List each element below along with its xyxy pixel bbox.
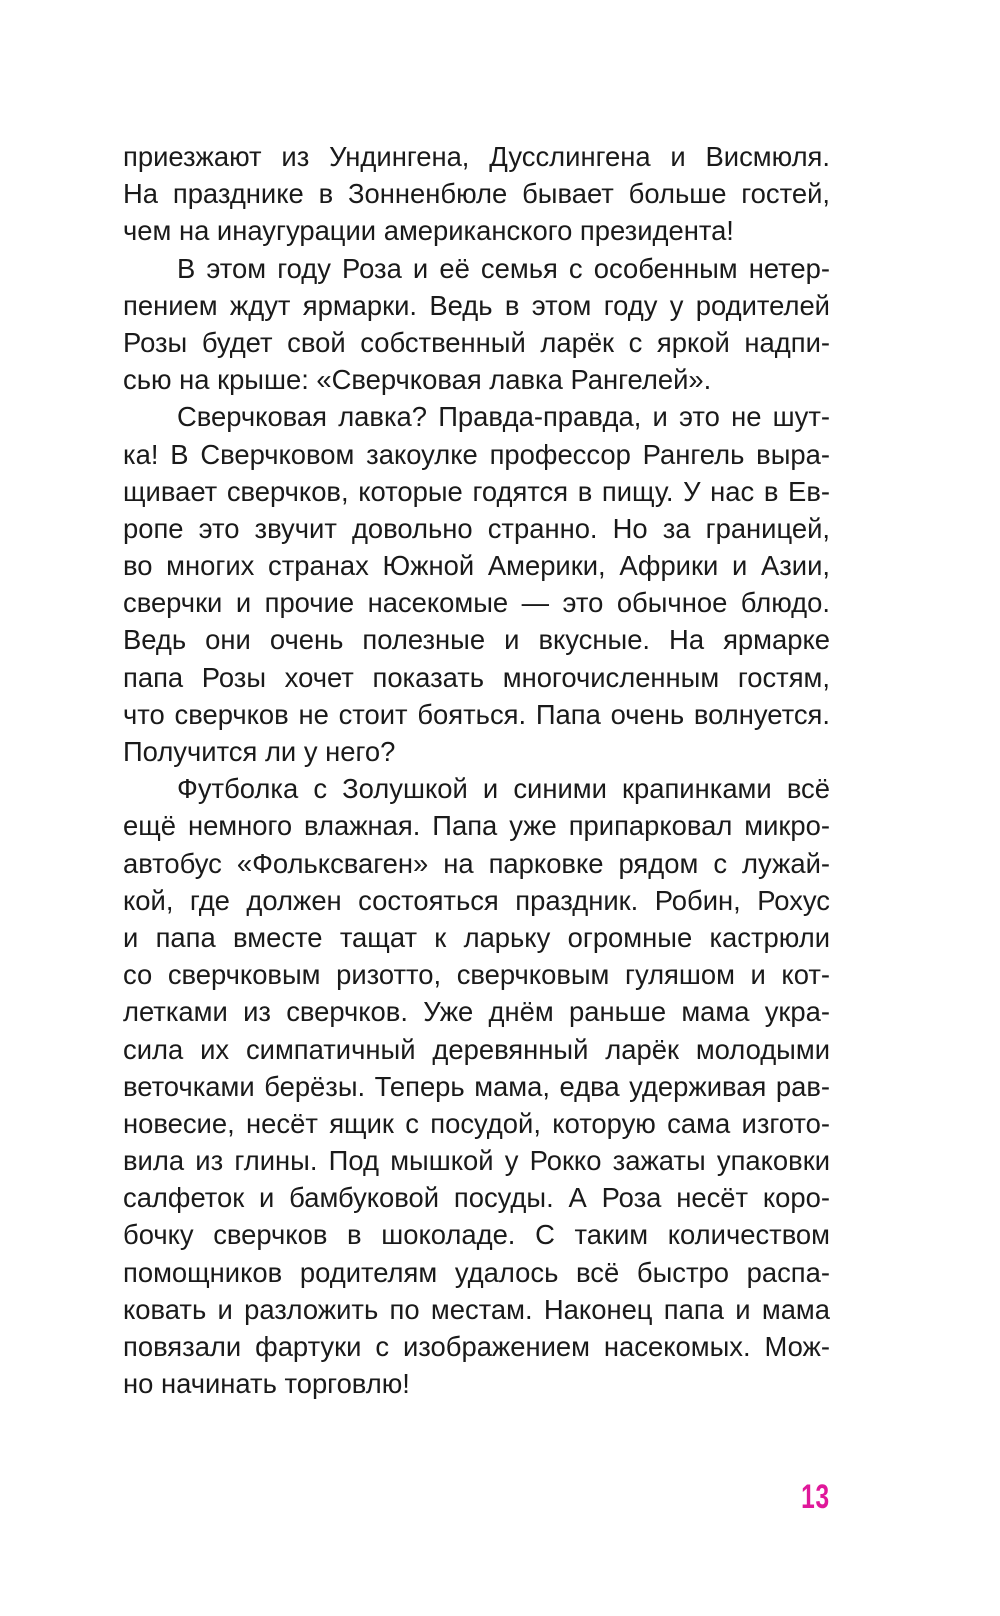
text-line: во многих странах Южной Америки, Африки и Азии, <box>123 550 830 582</box>
text-line: ковать и разложить по местам. Наконец папа и мама <box>123 1293 830 1325</box>
text-line: ещё немного влажная. Папа уже припарковал микро- <box>123 810 830 842</box>
text-line: и папа вместе тащат к ларьку огромные кастрюли <box>123 921 830 953</box>
text-line: Ведь они очень полезные и вкусные. На ярмарке <box>123 624 830 656</box>
text-line: новесие, несёт ящик с посудой, которую сама изгото- <box>123 1107 830 1139</box>
paragraph-first-line: В этом году Роза и её семья с особенным нетер- <box>177 252 830 284</box>
text-line: ропе это звучит довольно странно. Но за границей, <box>123 512 830 544</box>
text-line: повязали фартуки с изображением насекомых. Мож- <box>123 1331 830 1362</box>
text-line: чем на инаугурации американского президента! <box>123 215 734 247</box>
text-line: ка! В Сверчковом закоулке профессор Рангель выра- <box>123 438 830 470</box>
text-line: сверчки и прочие насекомые — это обычное блюдо. <box>123 587 830 619</box>
page-body-text <box>123 138 830 1402</box>
text-line: Получится ли у него? <box>123 736 396 767</box>
text-line: помощников родителям удалось всё быстро распа- <box>123 1256 830 1288</box>
page-number: 13 <box>801 1478 830 1516</box>
text-line: вила из глины. Под мышкой у Рокко зажаты упаковки <box>123 1145 830 1177</box>
text-line: щивает сверчков, которые годятся в пищу. У нас в Ев- <box>123 475 830 507</box>
text-line: На празднике в Зонненбюле бывает больше гостей, <box>123 178 830 210</box>
text-line: кой, где должен состояться праздник. Робин, Рохус <box>123 884 830 916</box>
text-line: что сверчков не стоит бояться. Папа очень волнуется. <box>123 698 830 730</box>
text-line: папа Розы хочет показать многочисленным гостям, <box>123 661 830 693</box>
paragraph-first-line: Сверчковая лавка? Правда-правда, и это не шут- <box>177 401 830 433</box>
text-line: приезжают из Ундингена, Дусслингена и Висмюля. <box>123 141 830 172</box>
text-line: со сверчковым ризотто, сверчковым гуляшом и кот- <box>123 959 830 991</box>
text-line: пением ждут ярмарки. Ведь в этом году у родителей <box>123 289 830 321</box>
text-line: летками из сверчков. Уже днём раньше мама укра- <box>123 996 830 1028</box>
text-line: бочку сверчков в шоколаде. С таким количеством <box>123 1219 830 1251</box>
text-line: салфеток и бамбуковой посуды. А Роза несёт коро- <box>123 1182 830 1214</box>
text-line: автобус «Фольксваген» на парковке рядом с лужай- <box>123 847 830 879</box>
text-line: сью на крыше: «Сверчковая лавка Рангелей». <box>123 364 712 396</box>
text-line: Розы будет свой собственный ларёк с яркой надпи- <box>123 326 830 358</box>
text-line: но начинать торговлю! <box>123 1368 410 1400</box>
text-line: сила их симпатичный деревянный ларёк молодыми <box>123 1033 830 1065</box>
text-line: веточками берёзы. Теперь мама, едва удерживая рав- <box>123 1070 830 1102</box>
paragraph-first-line: Футболка с Золушкой и синими крапинками всё <box>177 773 830 805</box>
